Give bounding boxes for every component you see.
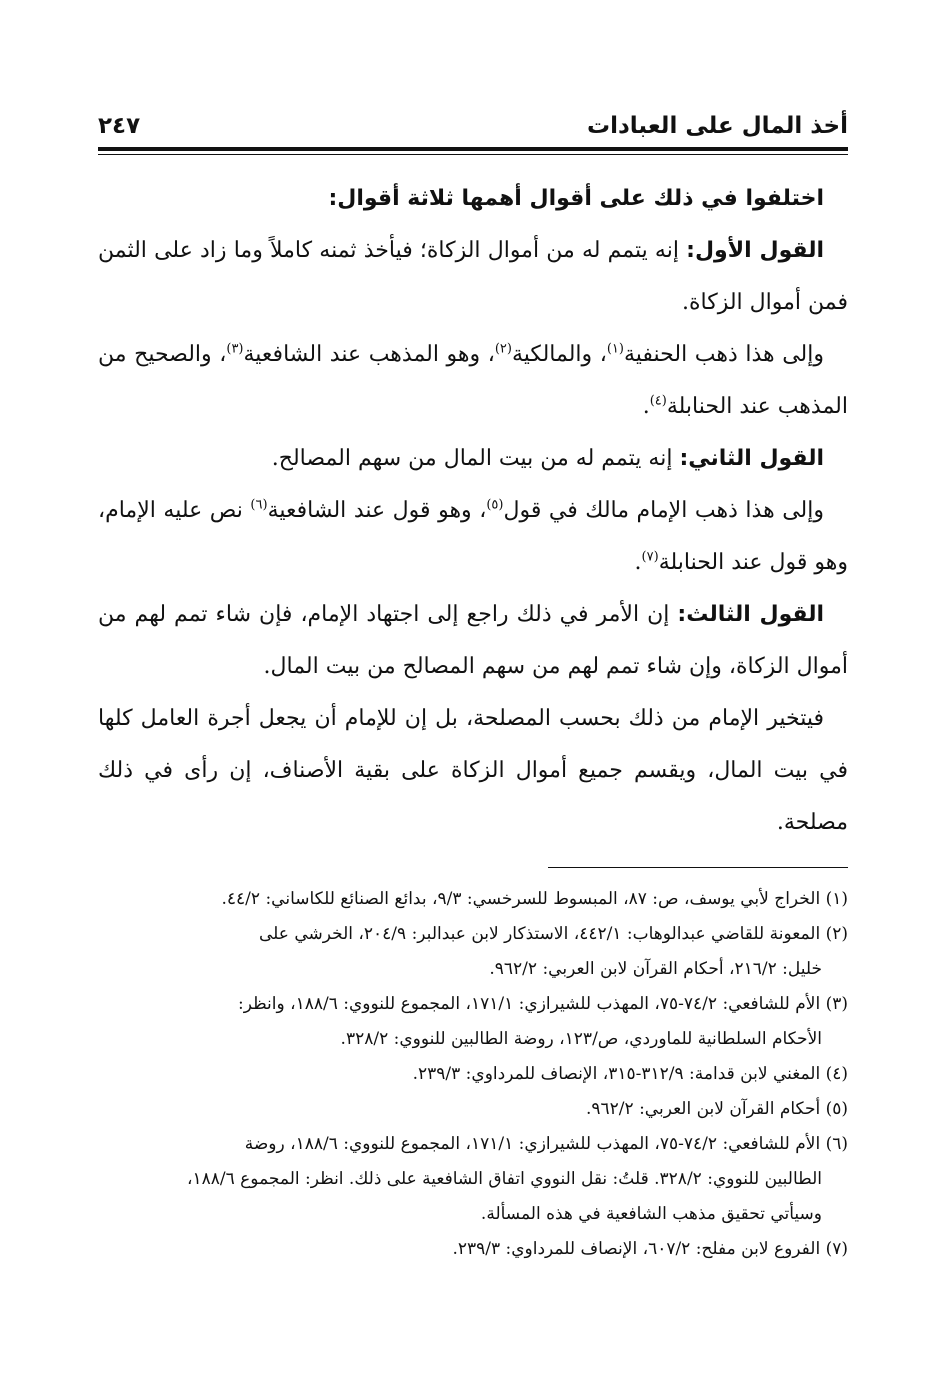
footnote-ref-2[interactable]: (٢) — [494, 341, 512, 357]
footnote-1: (١) الخراج لأبي يوسف، ص: ٨٧، المبسوط للسرخسي: ٩/٣، بدائع الصنائع للكاساني: ٤٤/٢. — [221, 889, 848, 909]
paragraph-closing: فيتخير الإمام من ذلك بحسب المصلحة، بل إن للإمام أن يجعل أجرة العامل كلها في بيت المال، ويقسم جميع أموال الزكاة على بقية الأصناف، إن رأى في ذلك مصلحة. — [98, 706, 848, 835]
paragraph-first-support — [98, 329, 848, 433]
footnotes — [98, 882, 848, 1267]
text-run: ، والصحيح من المذهب عند الحنابلة — [98, 342, 848, 419]
footnote-6-continued-2: وسيأتي تحقيق مذهب الشافعية في هذه المسألة. — [480, 1204, 822, 1224]
text-run: . — [634, 550, 642, 575]
second-opinion-text: إنه يتمم له من بيت المال من سهم المصالح. — [271, 446, 673, 471]
paragraph-first-opinion — [98, 225, 848, 329]
paragraph-second-opinion — [98, 433, 848, 485]
footnote-ref-4[interactable]: (٤) — [649, 393, 667, 409]
header-rule-thick — [98, 147, 848, 151]
paragraph-second-support — [98, 485, 848, 589]
footnote-separator — [548, 867, 848, 868]
text-run: وإلى هذا ذهب الإمام مالك في قول — [503, 498, 824, 523]
text-run: نص عليه الإمام، وهو قول عند الحنابلة — [98, 498, 848, 575]
book-page — [98, 95, 848, 1267]
footnote-2: (٢) المعونة للقاضي عبدالوهاب: ٤٤٢/١، الاستذكار لابن عبدالبر: ٢٠٤/٩، الخرشي على — [259, 924, 848, 944]
chapter-title: أخذ المال على العبادات — [587, 113, 848, 139]
footnote-6: (٦) الأم للشافعي: ٧٤/٢-٧٥، المهذب للشيرازي: ١٧١/١، المجموع للنووي: ١٨٨/٦، روضة — [244, 1134, 848, 1154]
footnote-2-continued: خليل: ٢١٦/٢، أحكام القرآن لابن العربي: ٩٦٢/٢. — [489, 959, 822, 979]
text-run: وإلى هذا ذهب الحنفية — [623, 342, 824, 367]
text-run: ، وهو المذهب عند الشافعية — [243, 342, 495, 367]
footnote-ref-7[interactable]: (٧) — [641, 549, 659, 565]
footnote-5: (٥) أحكام القرآن لابن العربي: ٩٦٢/٢. — [586, 1099, 848, 1119]
text-run: ، والمالكية — [511, 342, 607, 367]
paragraph-third-opinion — [98, 589, 848, 693]
footnote-ref-5[interactable]: (٥) — [486, 497, 504, 513]
third-opinion-label: القول الثالث: — [677, 602, 824, 627]
footnote-ref-6[interactable]: (٦) — [250, 497, 268, 513]
footnote-6-continued: الطالبين للنووي: ٣٢٨/٢. قلتُ: نقل النووي اتفاق الشافعية على ذلك. انظر: المجموع ١٨٨/٦، — [186, 1169, 822, 1189]
footnote-3: (٣) الأم للشافعي: ٧٤/٢-٧٥، المهذب للشيرازي: ١٧١/١، المجموع للنووي: ١٨٨/٦، وانظر: — [237, 994, 848, 1014]
footnote-7: (٧) الفروع لابن مفلح: ٦٠٧/٢، الإنصاف للمرداوي: ٢٣٩/٣. — [452, 1239, 848, 1259]
first-opinion-text: إنه يتمم له من أموال الزكاة؛ فيأخذ ثمنه كاملاً وما زاد على الثمن فمن أموال الزكاة. — [98, 238, 848, 315]
text-run: . — [642, 394, 650, 419]
second-opinion-label: القول الثاني: — [679, 446, 824, 471]
running-header — [98, 95, 848, 139]
footnote-ref-3[interactable]: (٣) — [226, 341, 244, 357]
text-run: ، وهو قول عند الشافعية — [267, 498, 487, 523]
footnote-4: (٤) المغني لابن قدامة: ٣١٢/٩-٣١٥، الإنصاف للمرداوي: ٢٣٩/٣. — [412, 1064, 848, 1084]
third-opinion-text: إن الأمر في ذلك راجع إلى اجتهاد الإمام، فإن شاء تمم لهم من أموال الزكاة، وإن شاء تمم لهم من سهم المصالح من بيت المال. — [98, 602, 848, 679]
first-opinion-label: القول الأول: — [686, 238, 824, 263]
main-text — [98, 173, 848, 849]
section-heading: اختلفوا في ذلك على أقوال أهمها ثلاثة أقوال: — [328, 186, 824, 211]
footnote-3-continued: الأحكام السلطانية للماوردي، ص/١٢٣، روضة الطالبين للنووي: ٣٢٨/٢. — [340, 1029, 822, 1049]
footnote-ref-1[interactable]: (١) — [606, 341, 624, 357]
page-number: ٢٤٧ — [98, 113, 141, 139]
header-rule-thin — [98, 154, 848, 155]
